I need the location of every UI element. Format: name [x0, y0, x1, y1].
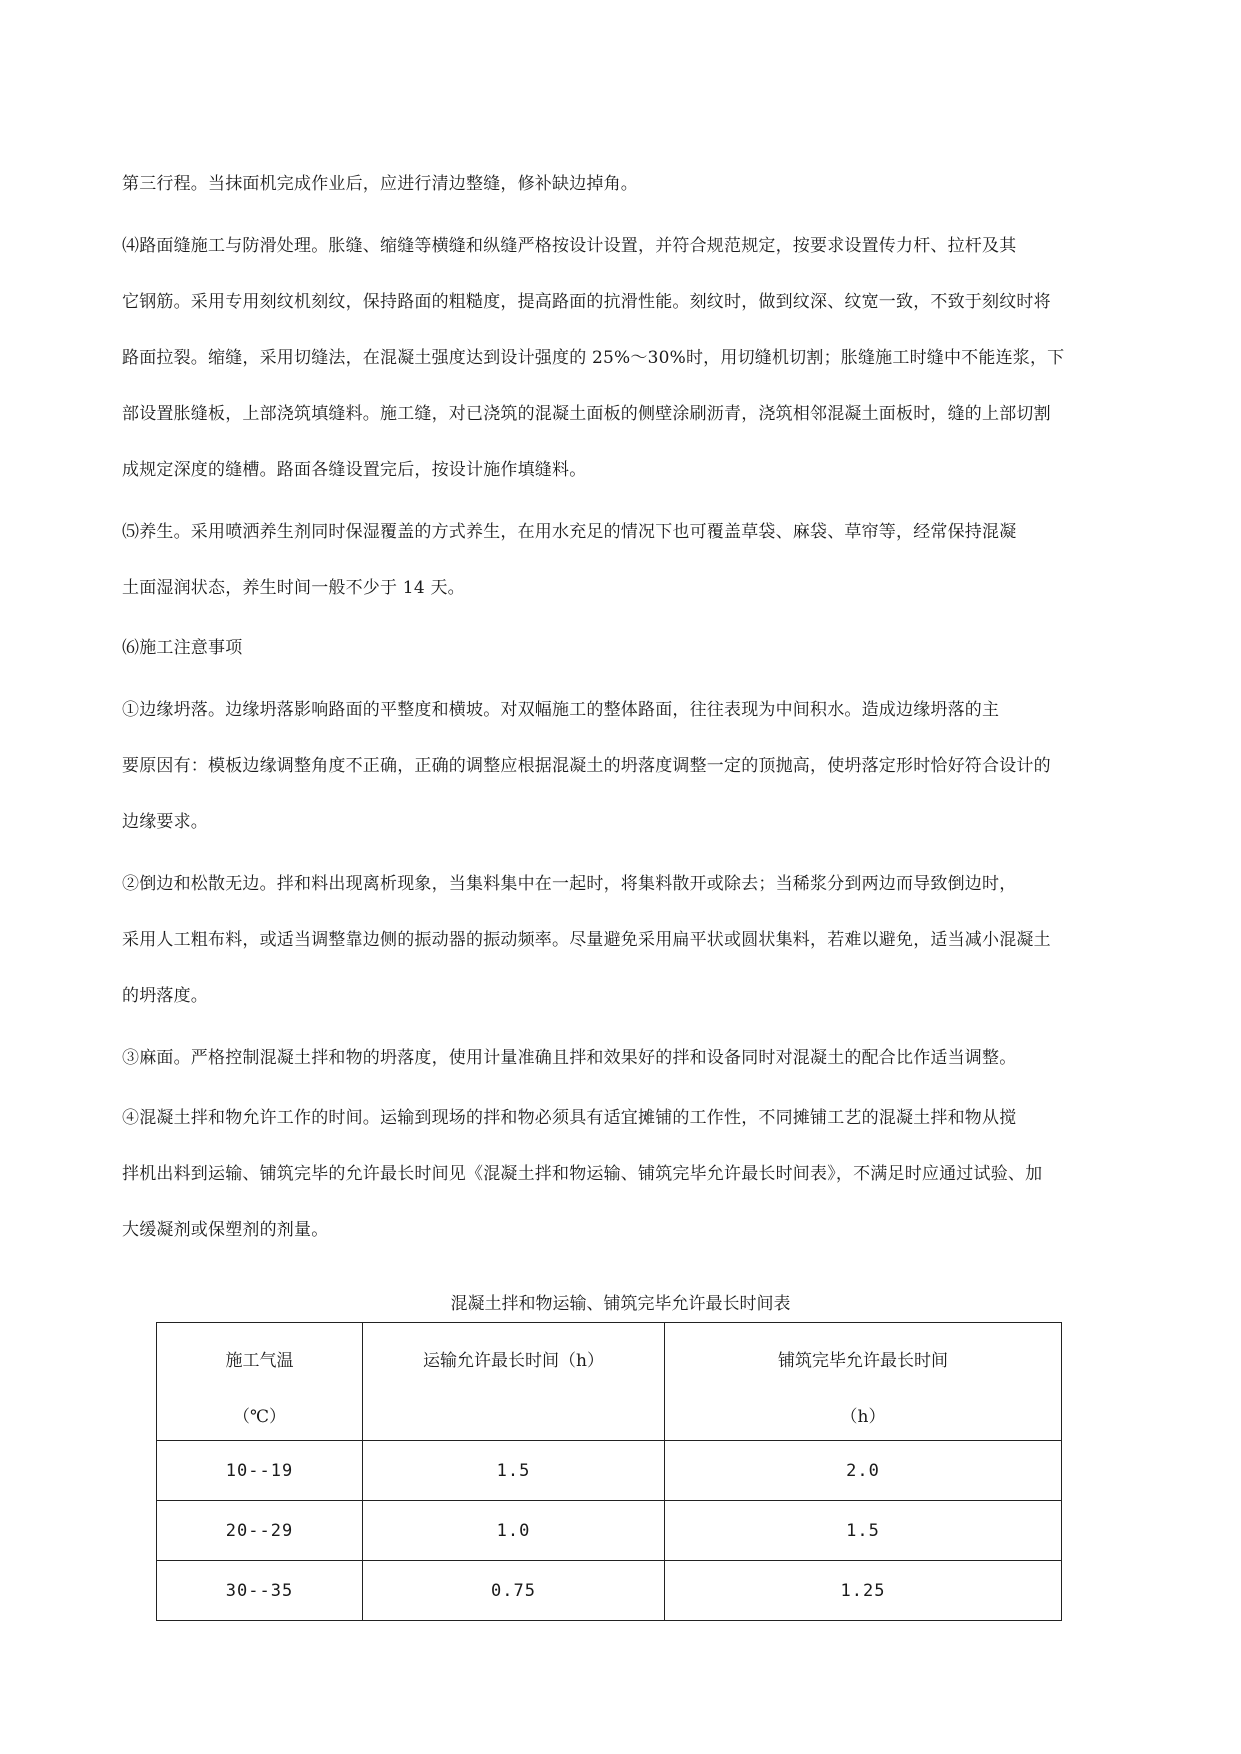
table-cell: 1.5 [363, 1441, 665, 1501]
table-header-row [157, 1323, 1062, 1441]
paragraph-line: 拌机出料到运输、铺筑完毕的允许最长时间见《混凝土拌和物运输、铺筑完毕允许最长时间表》，不满足时应通过试验、加 [122, 1164, 1043, 1184]
paragraph-line: 成规定深度的缝槽。路面各缝设置完后，按设计施作填缝料。 [122, 460, 587, 480]
header-label: 运输允许最长时间（h） [423, 1351, 604, 1371]
paragraph-line: ③麻面。严格控制混凝土拌和物的坍落度，使用计量准确且拌和效果好的拌和设备同时对混凝土的配合比作适当调整。 [122, 1048, 1017, 1068]
paragraph-line: ④混凝土拌和物允许工作的时间。运输到现场的拌和物必须具有适宜摊铺的工作性，不同摊铺工艺的混凝土拌和物从搅 [122, 1108, 1017, 1128]
table-cell: 1.0 [363, 1501, 665, 1561]
table-row [157, 1561, 1062, 1621]
paragraph-line: 土面湿润状态，养生时间一般不少于 14 天。 [122, 578, 465, 598]
paragraph-line: 大缓凝剂或保塑剂的剂量。 [122, 1220, 329, 1240]
header-unit: （h） [840, 1407, 886, 1427]
paragraph-line: 的坍落度。 [122, 986, 208, 1006]
table-row [157, 1441, 1062, 1501]
table-cell: 2.0 [665, 1441, 1062, 1501]
paragraph-line: ⑷路面缝施工与防滑处理。胀缝、缩缝等横缝和纵缝严格按设计设置，并符合规范规定，按要求设置传力杆、拉杆及其 [122, 236, 1017, 256]
table-cell: 0.75 [363, 1561, 665, 1621]
header-cell-transport-time [363, 1323, 665, 1441]
table-cell: 20--29 [157, 1501, 363, 1561]
paragraph-line: ⑸养生。采用喷洒养生剂同时保湿覆盖的方式养生，在用水充足的情况下也可覆盖草袋、麻袋、草帘等，经常保持混凝 [122, 522, 1017, 542]
paragraph-line: 路面拉裂。缩缝，采用切缝法，在混凝土强度达到设计强度的 25%～30%时，用切缝机切割；胀缝施工时缝中不能连浆，下 [122, 348, 1065, 368]
time-limit-table [156, 1322, 1062, 1621]
section-heading: ⑹施工注意事项 [122, 638, 243, 658]
header-cell-temperature [157, 1323, 363, 1441]
paragraph-line: 采用人工粗布料，或适当调整靠边侧的振动器的振动频率。尽量避免采用扁平状或圆状集料，若难以避免，适当减小混凝土 [122, 930, 1051, 950]
paragraph-line: 要原因有：模板边缘调整角度不正确，正确的调整应根据混凝土的坍落度调整一定的顶抛高，使坍落定形时恰好符合设计的 [122, 756, 1051, 776]
table-caption: 混凝土拌和物运输、铺筑完毕允许最长时间表 [450, 1294, 791, 1314]
table-cell: 30--35 [157, 1561, 363, 1621]
paragraph-line: 它钢筋。采用专用刻纹机刻纹，保持路面的粗糙度，提高路面的抗滑性能。刻纹时，做到纹深、纹宽一致，不致于刻纹时将 [122, 292, 1051, 312]
header-label: 铺筑完毕允许最长时间 [778, 1351, 948, 1371]
table-cell: 10--19 [157, 1441, 363, 1501]
paragraph-line: 部设置胀缝板，上部浇筑填缝料。施工缝，对已浇筑的混凝土面板的侧壁涂刷沥青，浇筑相邻混凝土面板时，缝的上部切割 [122, 404, 1051, 424]
paragraph-line: ②倒边和松散无边。拌和料出现离析现象，当集料集中在一起时，将集料散开或除去；当稀浆分到两边而导致倒边时， [122, 874, 1017, 894]
paragraph-line: 第三行程。当抹面机完成作业后，应进行清边整缝，修补缺边掉角。 [122, 174, 638, 194]
paragraph-line: ①边缘坍落。边缘坍落影响路面的平整度和横坡。对双幅施工的整体路面，往往表现为中间积水。造成边缘坍落的主 [122, 700, 1000, 720]
paragraph-line: 边缘要求。 [122, 812, 208, 832]
table-row [157, 1501, 1062, 1561]
header-cell-paving-time [665, 1323, 1062, 1441]
header-label: 施工气温 [225, 1351, 294, 1371]
table-cell: 1.25 [665, 1561, 1062, 1621]
header-unit: （℃） [232, 1407, 287, 1427]
table-cell: 1.5 [665, 1501, 1062, 1561]
